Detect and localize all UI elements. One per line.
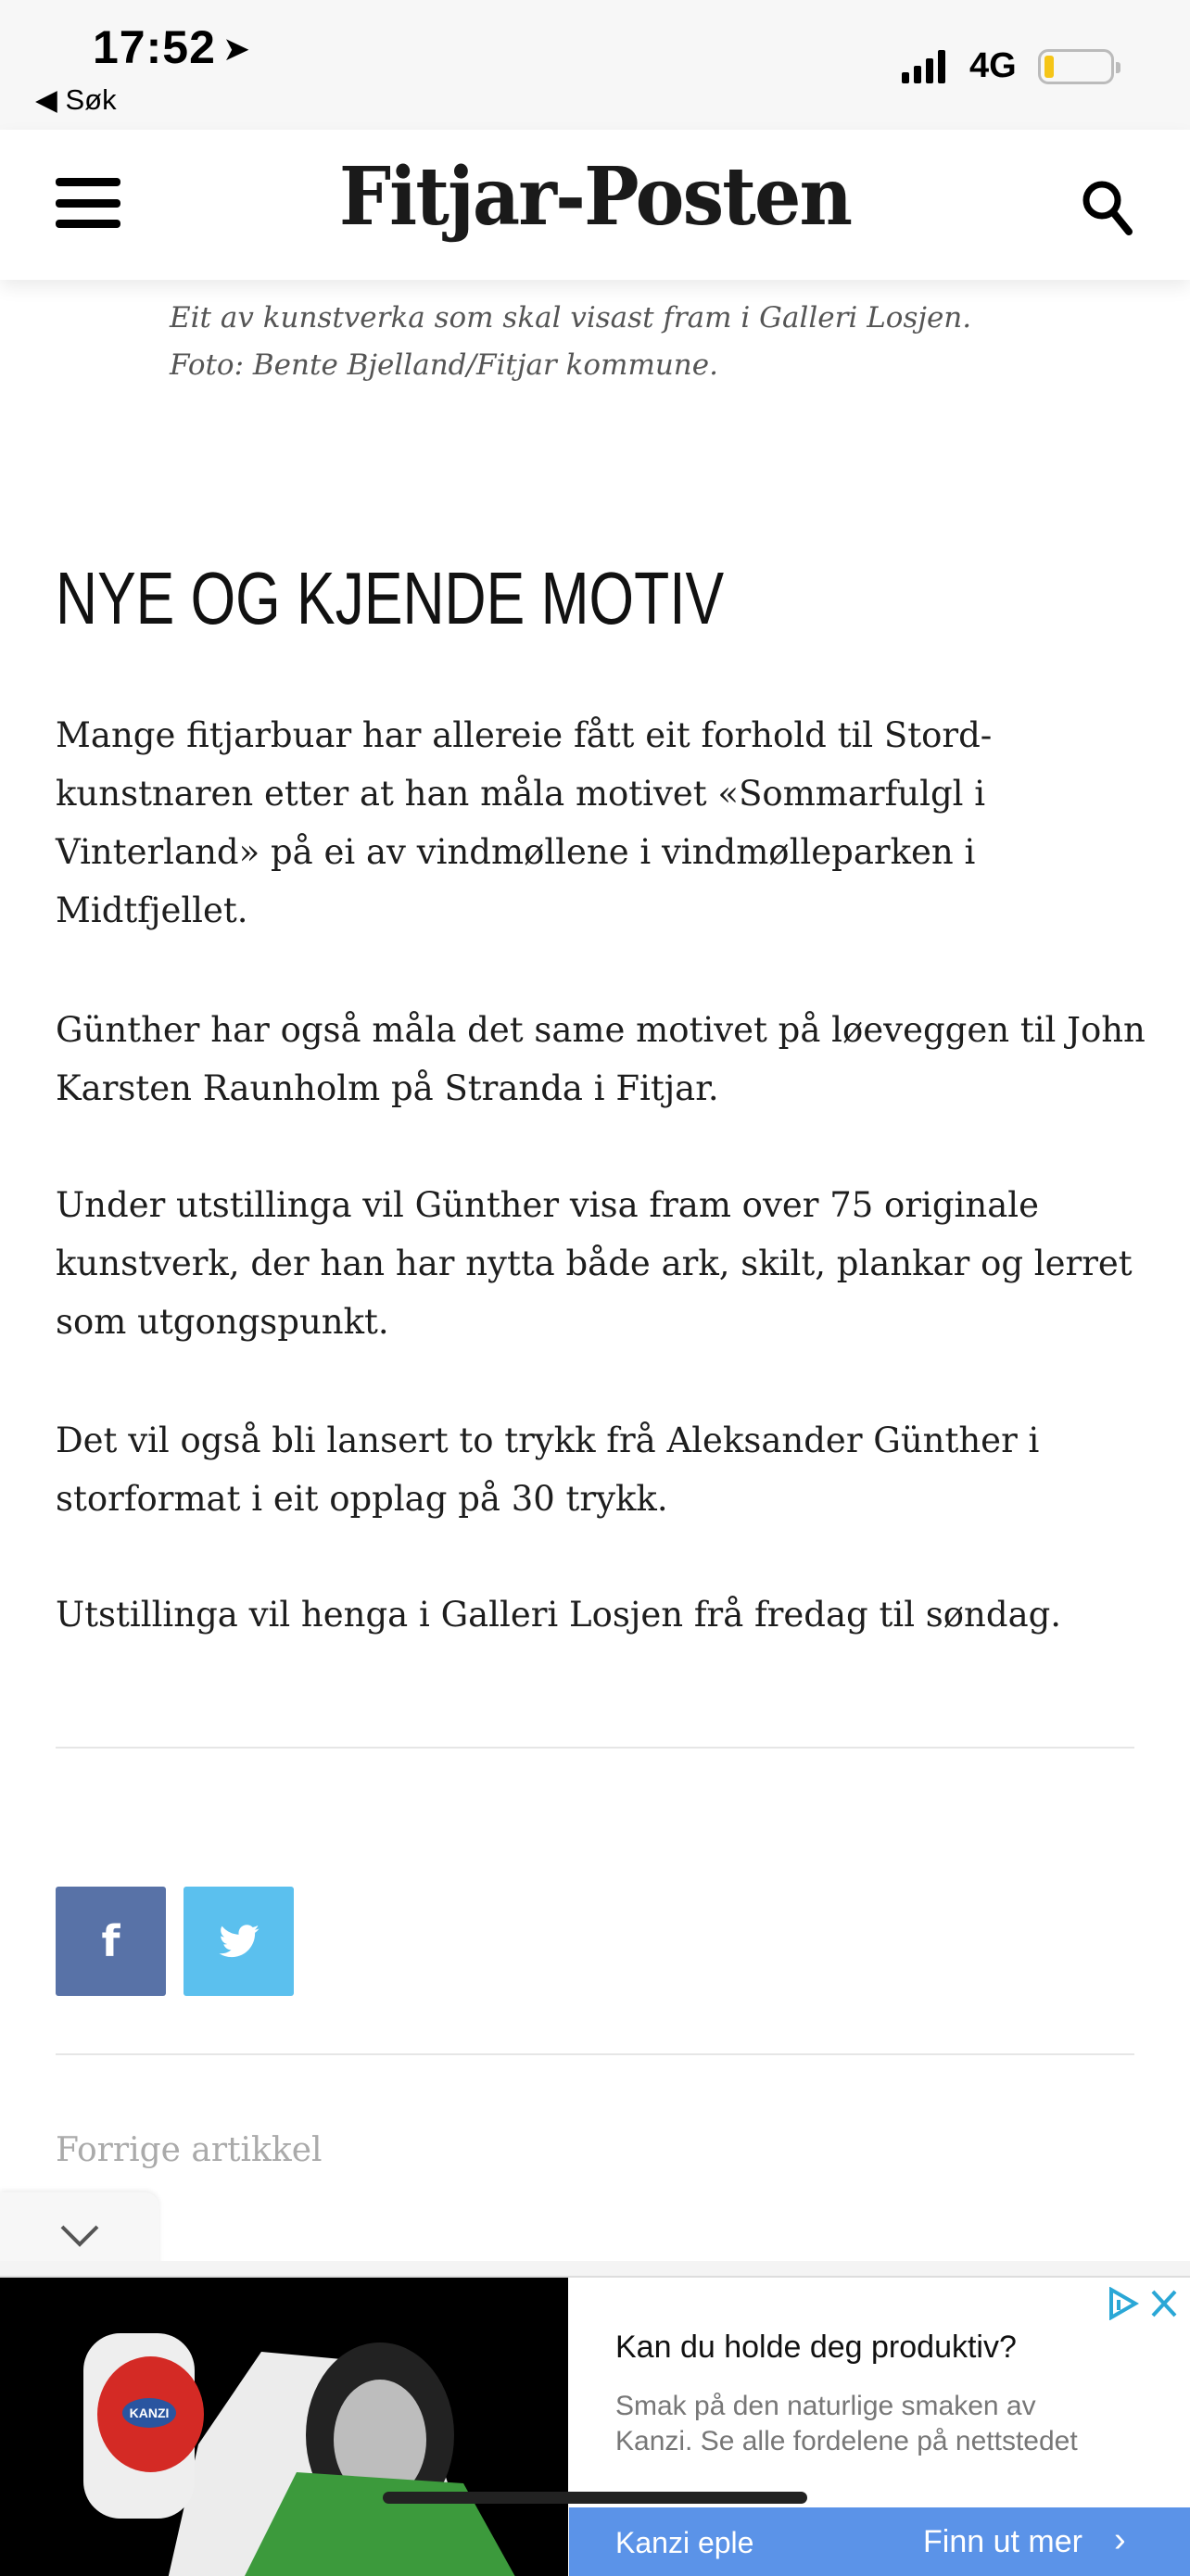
back-to-search-button[interactable]: ◀ Søk <box>35 83 117 116</box>
ad-cta-button[interactable] <box>569 2507 1190 2576</box>
close-ad-icon[interactable] <box>1150 2289 1178 2318</box>
divider <box>56 1747 1134 1749</box>
image-credit: Foto: Bente Bjelland/Fitjar kommune. <box>170 348 718 382</box>
image-caption: Eit av kunstverka som skal visast fram i Galleri Losjen. <box>170 301 972 335</box>
paragraph: Günther har også måla det same motivet på løeveggen til John Karsten Raunholm på Stranda i Fitjar. <box>56 1010 1146 1108</box>
ad-title[interactable]: Kan du holde deg produktiv? <box>615 2330 1017 2365</box>
facebook-icon: f <box>101 1916 120 1966</box>
paragraph: Under utstillinga vil Günther visa fram over 75 originale kunstverk, der han har nytta både ark, skilt, plankar og lerret som utgongspunkt. <box>56 1185 1133 1342</box>
search-icon[interactable] <box>1080 174 1135 239</box>
ad-banner[interactable] <box>0 2276 1190 2574</box>
paragraph: Mange fitjarbuar har allereie fått eit forhold til Stord-kunstnaren etter at han måla motivet «Sommarfulgl i Vinterland» på ei av vindmøllene i vindmølleparken i Midtfjellet. <box>56 715 993 930</box>
adchoices-icon[interactable] <box>1108 2287 1139 2320</box>
status-bar <box>0 0 1190 130</box>
kanzi-logo: KANZI <box>122 2398 176 2428</box>
ad-cta-label: Finn ut mer <box>923 2524 1082 2559</box>
share-facebook-button[interactable] <box>56 1887 166 1996</box>
ad-advertiser: Kanzi eple <box>615 2526 754 2559</box>
chevron-right-icon: › <box>1114 2520 1126 2559</box>
site-header <box>0 130 1190 280</box>
location-arrow-icon: ➤ <box>222 30 251 68</box>
twitter-icon <box>219 1925 260 1958</box>
ad-body: Kanzi. Se alle fordelene på nettstedet <box>615 2426 1078 2456</box>
site-logo[interactable]: Fitjar-Posten <box>338 150 852 244</box>
home-indicator[interactable] <box>383 2492 807 2504</box>
previous-article-link[interactable]: Forrige artikkel <box>56 2131 323 2169</box>
chevron-down-icon <box>59 2224 100 2248</box>
paragraph: Utstillinga vil henga i Galleri Losjen frå fredag til søndag. <box>56 1595 1062 1635</box>
ad-body: Smak på den naturlige smaken av <box>615 2391 1036 2421</box>
paragraph: Det vil også bli lansert to trykk frå Aleksander Günther i storformat i eit opplag på 30 trykk. <box>56 1421 1040 1519</box>
signal-icon <box>902 50 945 83</box>
section-heading: NYE OG KJENDE MOTIV <box>56 557 725 639</box>
clock: 17:52 <box>93 21 216 73</box>
share-twitter-button[interactable] <box>184 1887 294 1996</box>
ad-separator <box>0 2261 1190 2276</box>
network-type: 4G <box>969 46 1017 85</box>
battery-icon <box>1038 49 1114 84</box>
divider <box>56 2053 1134 2055</box>
ad-image[interactable] <box>0 2278 568 2576</box>
